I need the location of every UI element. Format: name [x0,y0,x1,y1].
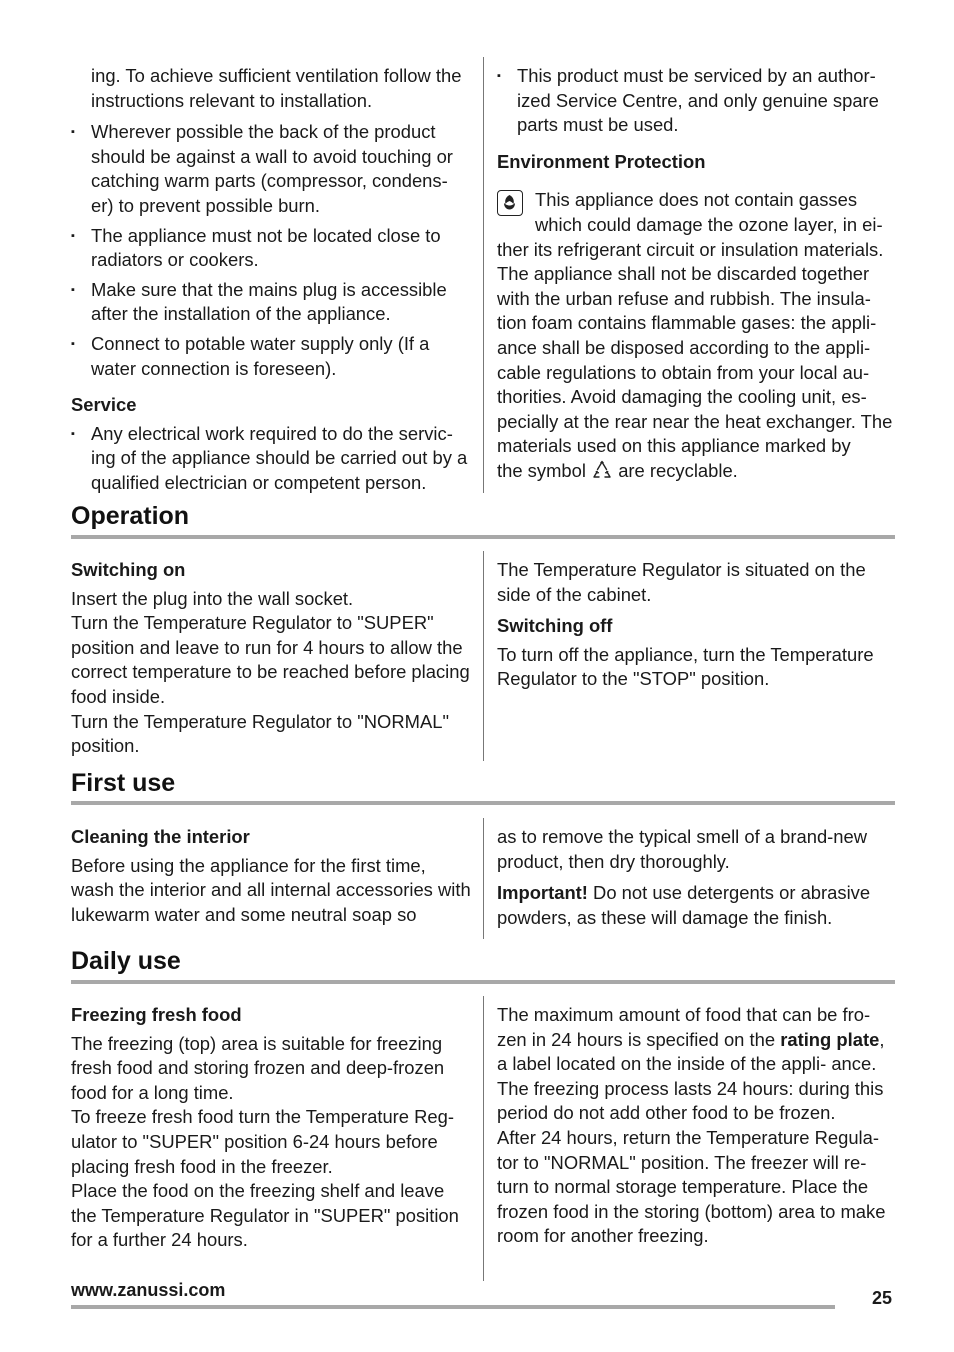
daily-use-right-column [497,1003,897,1249]
switching-on-line: Insert the plug into the wall socket. [71,587,354,609]
column-divider [483,57,484,493]
daily-use-title: Daily use [71,947,181,975]
operation-title: Operation [71,502,190,530]
switching-on-heading: Switching on [71,559,186,580]
list-item: ▪ Wherever possible the back of the product should be against a wall to avoid touching or catching warm parts (compressor, condens- er) to prevent possible burn. [71,120,471,218]
page-number: 25 [872,1288,893,1308]
service-heading: Service [71,394,137,416]
important-label: Important! [497,882,588,904]
column-divider [483,551,484,761]
leaf-warning-icon [497,190,523,216]
process-line: After 24 hours, return the Temperature Regula- tor to "NORMAL" position. The freezer will re- turn to normal storage temperature. Place the frozen food in the storing (bottom) area to make room for another freezing. [497,1126,886,1247]
operation-rule [71,535,895,539]
cleaning-text: Before using the appliance for the first time, wash the interior and all internal accessories with lukewarm water and some neutral soap so [71,854,471,925]
cleaning-continuation: as to remove the typical smell of a brand-new product, then dry thoroughly. [497,826,868,872]
service-centre-bullet-list [497,64,897,138]
switching-on-line: Turn the Temperature Regulator to "NORMAL" position. [71,710,449,757]
environment-paragraph [497,188,897,486]
ventilation-continuation: ing. To achieve sufficient ventilation follow the instructions relevant to installation. [91,65,462,111]
recycle-sentence-end: are recyclable. [618,459,738,481]
top-left-column [71,64,471,501]
maximum-amount-text [497,1003,897,1077]
switching-off-heading: Switching off [497,615,613,637]
recycle-icon [591,460,613,487]
freezing-fresh-food-heading: Freezing fresh food [71,1004,242,1025]
first-use-left-column [71,825,471,927]
max-text-start: The maximum amount of food that can be fro- zen in 24 hours is specified on the [497,1004,871,1050]
switching-off-text: To turn off the appliance, turn the Temperature Regulator to the "STOP" position. [497,643,874,690]
daily-use-left-column [71,1003,471,1253]
list-item: ▪ This product must be serviced by an author- ized Service Centre, and only genuine spare parts must be used. [497,64,897,138]
list-item: ▪ Any electrical work required to do the servic- ing of the appliance should be carried out by a qualified electrician or competent person. [71,422,471,496]
footer-url: www.zanussi.com [71,1280,226,1300]
freezing-line: To freeze fresh food turn the Temperature Reg- ulator to "SUPER" position 6-24 hours before placing fresh food in the freezer. [71,1106,455,1177]
daily-use-rule [71,980,895,984]
switching-on-line: Turn the Temperature Regulator to "SUPER" position and leave to run for 4 hours to allow the correct temperature to be reached before placing food inside. [71,612,470,707]
operation-left-column [71,558,471,759]
freezing-line: The freezing (top) area is suitable for freezing fresh food and storing frozen and deep-frozen food for a long time. [71,1032,445,1103]
environment-text: This appliance does not contain gasses which could damage the ozone layer, in ei- ther its refrigerant circuit or insulation materials. The appliance shall not be discarded together with the urban refuse and rubbish. The insula- tion foam contains flammable gases: the appli- ance shall be disposed according to the appli- cable regulations to obtain from your local au- thorities. Avoid damaging the cooling unit, es- pecially at the rear near the heat exchanger. The materials used on this appliance marked by [497,189,893,457]
list-item: ▪ Connect to potable water supply only (If a water connection is foreseen). [71,332,471,381]
freezing-line: Place the food on the freezing shelf and leave the Temperature Regulator in "SUPER" position for a further 24 hours. [71,1180,459,1251]
list-item: ▪ The appliance must not be located close to radiators or cookers. [71,224,471,273]
operation-right-column [497,558,897,692]
recycle-sentence-start: the symbol [497,459,586,481]
first-use-right-column [497,825,897,930]
rating-plate-label: rating plate [780,1028,880,1050]
first-use-rule [71,801,895,805]
footer-rule [71,1305,835,1309]
list-item: ▪ Make sure that the mains plug is accessible after the installation of the appliance. [71,278,471,327]
cleaning-interior-heading: Cleaning the interior [71,826,250,847]
service-bullet-list [71,422,471,496]
column-divider [483,818,484,939]
installation-bullet-list [71,120,471,381]
column-divider [483,996,484,1281]
important-text: Do not use detergents or abrasive powders, as these will damage the finish. [497,882,871,928]
max-text-end: , a label located on the inside of the appli- ance. [497,1028,885,1075]
environment-protection-heading: Environment Protection [497,150,706,172]
important-note [497,881,897,930]
regulator-location-text: The Temperature Regulator is situated on the side of the cabinet. [497,559,866,605]
top-right-column [497,64,897,487]
process-line: The freezing process lasts 24 hours: during this period do not add other food to be frozen. [497,1077,884,1124]
first-use-title: First use [71,769,176,797]
